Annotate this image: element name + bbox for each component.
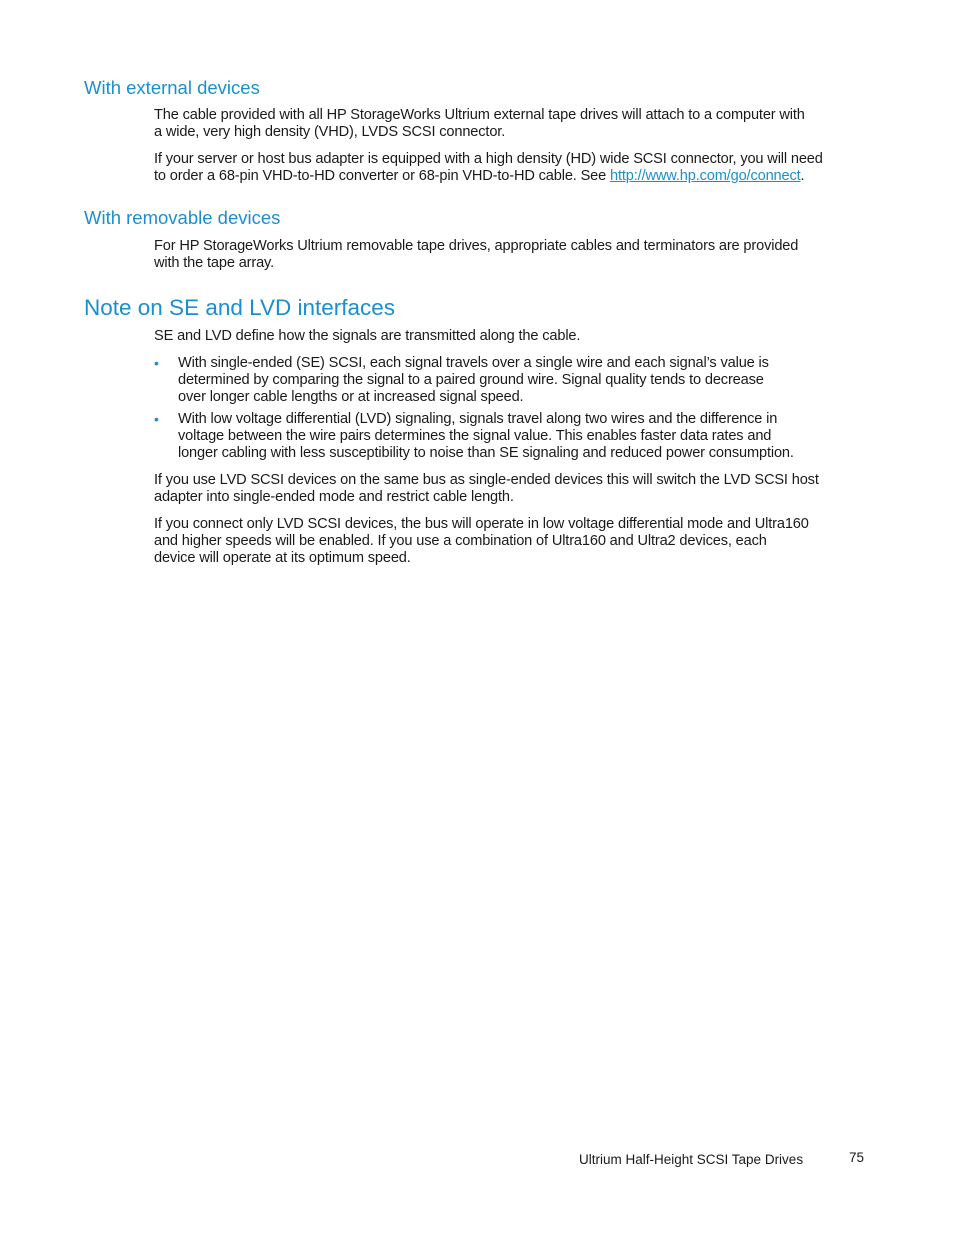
footer-document-title: Ultrium Half-Height SCSI Tape Drives [579, 1152, 804, 1167]
text-line: over longer cable lengths or at increased signal speed. [178, 389, 524, 405]
heading-with-removable-devices: With removable devices [84, 207, 281, 228]
text-line: If you connect only LVD SCSI devices, the bus will operate in low voltage differential mode and Ultra160 [154, 516, 809, 532]
paragraph-external-cable [154, 107, 866, 141]
footer-page-number: 75 [849, 1150, 865, 1165]
text-line: If your server or host bus adapter is equipped with a high density (HD) wide SCSI connector, you will need [154, 151, 823, 167]
bullet-icon: • [154, 355, 159, 371]
text-line: SE and LVD define how the signals are transmitted along the cable. [154, 328, 581, 344]
paragraph-lvd-only [154, 516, 866, 567]
heading-with-external-devices: With external devices [84, 77, 260, 98]
text-line: a wide, very high density (VHD), LVDS SCSI connector. [154, 124, 506, 140]
text-line: With low voltage differential (LVD) signaling, signals travel along two wires and the difference in [178, 411, 778, 427]
text-line: The cable provided with all HP StorageWorks Ultrium external tape drives will attach to a computer with [154, 107, 805, 123]
text-line [154, 168, 866, 185]
paragraph-removable [154, 238, 866, 272]
text-line: voltage between the wire pairs determines the signal value. This enables faster data rates and [178, 428, 772, 444]
paragraph-mixed-bus [154, 472, 866, 506]
text-line: determined by comparing the signal to a paired ground wire. Signal quality tends to decrease [178, 372, 764, 388]
text-fragment: to order a 68-pin VHD-to-HD converter or 68-pin VHD-to-HD cable. See [154, 168, 611, 184]
paragraph-hd-converter [154, 151, 866, 185]
bullet-text [178, 355, 769, 406]
text-line: adapter into single-ended mode and restrict cable length. [154, 489, 514, 505]
bullet-text [178, 411, 794, 462]
heading-note-se-lvd: Note on SE and LVD interfaces [84, 295, 396, 320]
text-line: With single-ended (SE) SCSI, each signal travels over a single wire and each signal’s value is [178, 355, 769, 371]
text-fragment: . [800, 168, 805, 184]
text-line: longer cabling with less susceptibility to noise than SE signaling and reduced power consumption. [178, 445, 794, 461]
hp-connect-link[interactable]: http://www.hp.com/go/connect [610, 168, 801, 184]
text-line: device will operate at its optimum speed. [154, 550, 411, 566]
text-line: For HP StorageWorks Ultrium removable tape drives, appropriate cables and terminators are provided [154, 238, 799, 254]
text-line: If you use LVD SCSI devices on the same bus as single-ended devices this will switch the LVD SCSI host [154, 472, 819, 488]
paragraph-se-lvd-intro [154, 328, 866, 345]
text-line: with the tape array. [154, 255, 275, 271]
bullet-icon: • [154, 411, 159, 427]
text-line: and higher speeds will be enabled. If you use a combination of Ultra160 and Ultra2 devices, each [154, 533, 767, 549]
